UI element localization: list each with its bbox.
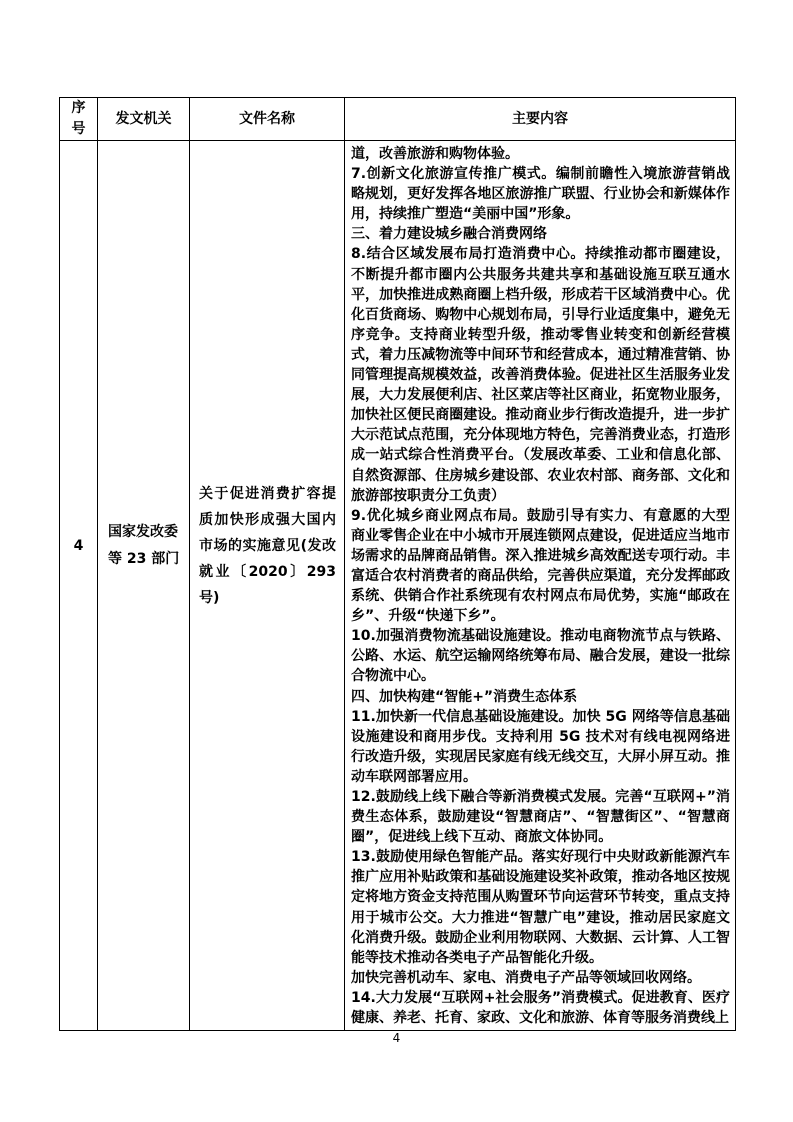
content-paragraph: 三、着力建设城乡融合消费网络 — [351, 226, 547, 243]
content-paragraph: 11.加快新一代信息基础设施建设。加快 5G 网络等信息基础设施建设和商用步伐。支持利用 5G 技术对有线电视网络进行改造升级，实现居民家庭有线无线交互，大屏小屏互动。推动车联网部署应用。 — [351, 708, 730, 785]
content-paragraph: 7.创新文化旅游宣传推广模式。编制前瞻性入境旅游营销战略规划，更好发挥各地区旅游推广联盟、行业协会和新媒体作用，持续推广塑造“美丽中国”形象。 — [351, 166, 730, 223]
column-header-index: 序号 — [60, 98, 98, 141]
content-paragraph: 12.鼓励线上线下融合等新消费模式发展。完善“互联网+”消费生态体系，鼓励建设“智慧商店”、“智慧街区”、“智慧商圈”，促进线上线下互动、商旅文体协同。 — [351, 789, 730, 846]
document-title-cell: 关于促进消费扩容提质加快形成强大国内市场的实施意见(发改就业〔2020〕293 号) — [190, 141, 345, 1031]
table-row — [60, 141, 736, 1031]
policy-table — [59, 97, 736, 1031]
column-header-title: 文件名称 — [190, 98, 345, 141]
main-content-cell — [345, 141, 736, 1031]
content-paragraph: 9.优化城乡商业网点布局。鼓励引导有实力、有意愿的大型商业零售企业在中小城市开展连锁网点建设，促进适应当地市场需求的品牌商品销售。深入推进城乡高效配送专项行动。丰富适合农村消费者的商品供给，完善供应渠道，充分发挥邮政系统、供销合作社系统现有农村网点布局优势，实施“邮政在乡”、升级“快递下乡”。 — [351, 507, 730, 625]
agency-line-2: 等 23 部门 — [108, 550, 180, 567]
content-paragraph: 14.大力发展“互联网+社会服务”消费模式。促进教育、医疗健康、养老、托育、家政、文化和旅游、体育等服务消费线上 — [351, 989, 730, 1027]
content-text-block — [345, 141, 735, 1029]
content-paragraph: 加快完善机动车、家电、消费电子产品等领域回收网络。 — [351, 969, 701, 986]
row-index-cell: 4 — [60, 141, 98, 1031]
content-paragraph: 8.结合区域发展布局打造消费中心。持续推动都市圈建设，不断提升都市圈内公共服务共建共享和基础设施互联互通水平，加快推进成熟商圈上档升级，形成若干区域消费中心。优化百货商场、购物中心规划布局，引导行业适度集中，避免无序竞争。支持商业转型升级，推动零售业转变和创新经营模式，着力压减物流等中间环节和经营成本，通过精准营销、协同管理提高规模效益，改善消费体验。促进社区生活服务业发展，大力发展便利店、社区菜店等社区商业，拓宽物业服务，加快社区便民商圈建设。推动商业步行街改造提升，进一步扩大示范试点范围，充分体现地方特色，完善消费业态，打造形成一站式综合性消费平台。（发展改革委、工业和信息化部、自然资源部、住房城乡建设部、农业农村部、商务部、文化和旅游部按职责分工负责） — [351, 246, 730, 504]
content-paragraph: 四、加快构建“智能+”消费生态体系 — [351, 688, 578, 705]
content-paragraph: 10.加强消费物流基础设施建设。推动电商物流节点与铁路、公路、水运、航空运输网络统筹布局、融合发展，建设一批综合物流中心。 — [351, 628, 730, 685]
content-paragraph: 13.鼓励使用绿色智能产品。落实好现行中央财政新能源汽车推广应用补贴政策和基础设施建设奖补政策，推动各地区按规定将地方资金支持范围从购置环节向运营环节转变，重点支持用于城市公交。大力推进“智慧广电”建设，推动居民家庭文化消费升级。鼓励企业利用物联网、大数据、云计算、人工智能等技术推动各类电子产品智能化升级。 — [351, 849, 730, 966]
agency-cell — [98, 141, 190, 1031]
agency-line-1: 国家发改委 — [108, 523, 178, 540]
page-number: 4 — [392, 1031, 401, 1045]
content-paragraph: 道，改善旅游和购物体验。 — [351, 146, 519, 162]
table-header-row — [60, 98, 736, 141]
column-header-agency: 发文机关 — [98, 98, 190, 141]
column-header-content: 主要内容 — [345, 98, 736, 141]
